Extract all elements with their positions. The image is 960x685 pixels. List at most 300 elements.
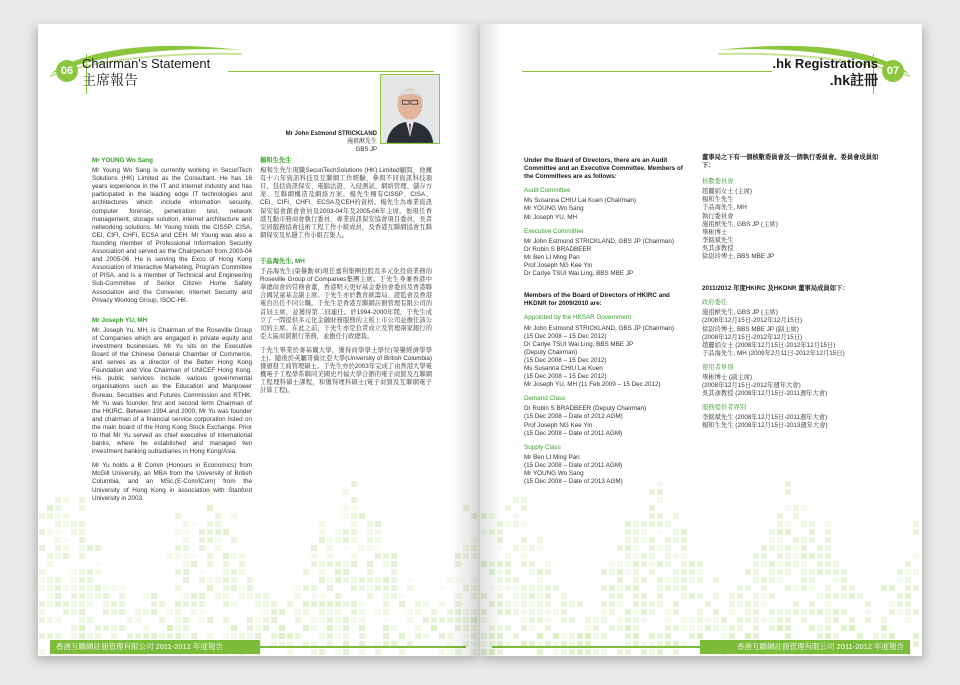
mosaic-tile xyxy=(633,585,639,591)
mosaic-tile xyxy=(55,537,61,543)
mosaic-tile xyxy=(649,601,655,607)
mosaic-tile xyxy=(439,617,445,623)
mosaic-tile xyxy=(785,625,791,631)
mosaic-tile xyxy=(439,585,445,591)
mosaic-tile xyxy=(697,625,703,631)
caption-honours: GBS JP xyxy=(355,147,377,153)
list-item: Prof Joseph NG Kee Yin xyxy=(524,262,593,270)
mosaic-tile xyxy=(857,593,863,599)
mosaic-tile xyxy=(143,625,149,631)
mosaic-tile xyxy=(351,561,357,567)
mosaic-tile xyxy=(665,609,671,615)
mosaic-tile xyxy=(673,625,679,631)
mosaic-tile xyxy=(825,593,831,599)
mosaic-tile xyxy=(103,601,109,607)
mosaic-tile xyxy=(697,577,703,583)
mosaic-tile xyxy=(55,585,61,591)
page-title-zh: .hk註冊 xyxy=(829,72,878,88)
mosaic-tile xyxy=(79,537,85,543)
mosaic-tile xyxy=(505,577,511,583)
mosaic-tile xyxy=(343,617,349,623)
mosaic-tile xyxy=(359,609,365,615)
mosaic-tile xyxy=(849,625,855,631)
mosaic-tile xyxy=(175,545,181,551)
mosaic-tile xyxy=(375,577,381,583)
mosaic-tile xyxy=(231,585,237,591)
mosaic-tile xyxy=(761,561,767,567)
mosaic-tile xyxy=(119,601,125,607)
mosaic-tile xyxy=(351,481,357,487)
mosaic-tile xyxy=(913,521,919,527)
mosaic-tile xyxy=(713,617,719,623)
mosaic-tile xyxy=(585,625,591,631)
mosaic-tile xyxy=(673,577,679,583)
footer-label: 香港互聯網註冊管理有限公司 2011-2012 年度報告 xyxy=(50,640,260,654)
mosaic-tile xyxy=(761,545,767,551)
mosaic-tile xyxy=(777,537,783,543)
audit-committee-title: Audit Committee xyxy=(524,187,571,195)
mosaic-tile xyxy=(753,609,759,615)
mosaic-tile xyxy=(63,513,69,519)
mosaic-tile xyxy=(335,577,341,583)
page-title-zh: 主席報告 xyxy=(82,72,138,88)
mosaic-tile xyxy=(801,617,807,623)
mosaic-tile xyxy=(55,545,61,551)
mosaic-tile xyxy=(865,617,871,623)
mosaic-tile xyxy=(191,593,197,599)
mosaic-tile xyxy=(175,601,181,607)
mosaic-tile xyxy=(327,545,333,551)
mosaic-tile xyxy=(617,601,623,607)
bio-yu-zh: 于品海先生(榮譽勳章)現任嘉利集團控股及多元化投資業務的Roseville Group of Companies集團主席。于先生身兼香港中華總商會的常務會董，香港明天更好基金委員會委員及香港聯合國兒童基金副主席。于先生亦於教育統籌局、證監會及香港電台出任不同公職。于先生是香港互聯網註冊管理有限公司的首屆主席，並獲得第二屆連任。於1994-2000年間，于先生成立了一間提供多元化金融財務服務的主板上市公司並擔任該公司的主席。在此之前，于先生亦是負責成立及管理兩家銀行的亞太區商貿銀行業務，並擔任行政總裁。 xyxy=(260,268,432,340)
mosaic-tile xyxy=(407,617,413,623)
mosaic-tile xyxy=(769,617,775,623)
mosaic-tile xyxy=(215,513,221,519)
mosaic-tile xyxy=(545,601,551,607)
mosaic-tile xyxy=(657,545,663,551)
mosaic-tile xyxy=(95,625,101,631)
mosaic-tile xyxy=(71,577,77,583)
mosaic-tile xyxy=(351,529,357,535)
mosaic-tile xyxy=(825,601,831,607)
mosaic-tile xyxy=(407,585,413,591)
mosaic-tile xyxy=(833,617,839,623)
mosaic-tile xyxy=(777,561,783,567)
director-name-young: Mr YOUNG Wo Sang xyxy=(92,157,153,164)
mosaic-tile xyxy=(311,585,317,591)
list-item: 李銘斌先生 xyxy=(702,236,734,244)
mosaic-tile xyxy=(71,601,77,607)
mosaic-tile xyxy=(657,593,663,599)
mosaic-tile xyxy=(239,593,245,599)
mosaic-tile xyxy=(231,537,237,543)
mosaic-tile xyxy=(95,545,101,551)
mosaic-tile xyxy=(825,569,831,575)
mosaic-tile xyxy=(231,625,237,631)
mosaic-tile xyxy=(825,553,831,559)
committees-intro-zh: 董事局之下有一個核數委員會及一個執行委員會。委員會成員如下： xyxy=(702,154,879,170)
mosaic-tile xyxy=(327,617,333,623)
mosaic-tile xyxy=(79,545,85,551)
list-item: Dr Robin S BRADBEER xyxy=(524,245,592,253)
executive-committee-title-zh: 執行委員會 xyxy=(702,212,734,220)
mosaic-tile xyxy=(897,577,903,583)
mosaic-tile xyxy=(279,609,285,615)
mosaic-tile xyxy=(63,537,69,543)
mosaic-tile xyxy=(319,593,325,599)
mosaic-tile xyxy=(777,569,783,575)
mosaic-tile xyxy=(697,569,703,575)
mosaic-tile xyxy=(833,569,839,575)
mosaic-tile xyxy=(71,569,77,575)
mosaic-tile xyxy=(793,545,799,551)
mosaic-tile xyxy=(55,521,61,527)
mosaic-tile xyxy=(207,537,213,543)
mosaic-tile xyxy=(223,569,229,575)
mosaic-tile xyxy=(761,601,767,607)
mosaic-tile xyxy=(617,569,623,575)
mosaic-tile xyxy=(913,585,919,591)
mosaic-tile xyxy=(641,609,647,615)
mosaic-tile xyxy=(87,593,93,599)
mosaic-tile xyxy=(625,585,631,591)
mosaic-tile xyxy=(521,593,527,599)
footer-rule xyxy=(492,646,712,648)
mosaic-tile xyxy=(697,609,703,615)
mosaic-tile xyxy=(521,617,527,623)
mosaic-tile xyxy=(327,601,333,607)
mosaic-tile xyxy=(159,601,165,607)
mosaic-tile xyxy=(71,593,77,599)
mosaic-tile xyxy=(673,585,679,591)
mosaic-tile xyxy=(681,545,687,551)
mosaic-tile xyxy=(753,601,759,607)
mosaic-tile xyxy=(71,625,77,631)
mosaic-tile xyxy=(207,529,213,535)
mosaic-tile xyxy=(335,617,341,623)
mosaic-tile xyxy=(183,521,189,527)
mosaic-tile xyxy=(311,625,317,631)
list-item: Mr Ben LI Ming Pan xyxy=(524,453,580,461)
mosaic-tile xyxy=(151,593,157,599)
mosaic-tile xyxy=(375,545,381,551)
mosaic-tile xyxy=(905,577,911,583)
mosaic-tile xyxy=(239,561,245,567)
mosaic-tile xyxy=(673,601,679,607)
mosaic-tile xyxy=(207,553,213,559)
mosaic-tile xyxy=(303,625,309,631)
mosaic-tile xyxy=(343,625,349,631)
mosaic-tile xyxy=(343,489,349,495)
mosaic-tile xyxy=(801,505,807,511)
mosaic-tile xyxy=(801,537,807,543)
mosaic-tile xyxy=(673,537,679,543)
mosaic-tile xyxy=(247,617,253,623)
mosaic-tile xyxy=(343,513,349,519)
mosaic-tile xyxy=(617,617,623,623)
mosaic-tile xyxy=(737,625,743,631)
mosaic-tile xyxy=(793,609,799,615)
mosaic-tile xyxy=(537,537,543,543)
left-page xyxy=(38,24,480,656)
list-item: 吳其彥教授 (2008年12月15日-2011週年大會) xyxy=(702,390,828,398)
mosaic-tile xyxy=(913,609,919,615)
mosaic-tile xyxy=(431,609,437,615)
mosaic-tile xyxy=(905,585,911,591)
mosaic-tile xyxy=(617,561,623,567)
mosaic-tile xyxy=(111,609,117,615)
mosaic-tile xyxy=(47,513,53,519)
mosaic-tile xyxy=(311,593,317,599)
mosaic-tile xyxy=(529,601,535,607)
mosaic-tile xyxy=(649,569,655,575)
mosaic-tile xyxy=(537,617,543,623)
mosaic-tile xyxy=(617,625,623,631)
mosaic-tile xyxy=(753,561,759,567)
mosaic-tile xyxy=(39,617,45,623)
mosaic-tile xyxy=(143,609,149,615)
mosaic-tile xyxy=(127,617,133,623)
mosaic-tile xyxy=(753,593,759,599)
mosaic-tile xyxy=(119,625,125,631)
mosaic-tile xyxy=(183,601,189,607)
mosaic-tile xyxy=(777,617,783,623)
mosaic-tile xyxy=(633,529,639,535)
mosaic-tile xyxy=(609,593,615,599)
mosaic-tile xyxy=(689,569,695,575)
director-name-yu-zh: 于品海先生, MH xyxy=(260,257,305,265)
mosaic-tile xyxy=(665,577,671,583)
mosaic-tile xyxy=(681,553,687,559)
mosaic-tile xyxy=(175,585,181,591)
mosaic-tile xyxy=(841,625,847,631)
mosaic-tile xyxy=(303,585,309,591)
mosaic-tile xyxy=(223,577,229,583)
mosaic-tile xyxy=(769,625,775,631)
mosaic-tile xyxy=(801,609,807,615)
mosaic-tile xyxy=(343,545,349,551)
mosaic-tile xyxy=(673,529,679,535)
mosaic-tile xyxy=(665,625,671,631)
mosaic-tile xyxy=(271,617,277,623)
mosaic-tile xyxy=(167,609,173,615)
mosaic-tile xyxy=(175,569,181,575)
mosaic-tile xyxy=(809,609,815,615)
mosaic-tile xyxy=(367,521,373,527)
government-appointees-list-zh xyxy=(702,309,882,358)
mosaic-tile xyxy=(103,625,109,631)
list-item: Ms Susanna CHIU Lai Kuen xyxy=(524,364,603,372)
supply-class-list xyxy=(524,454,689,486)
mosaic-tile xyxy=(359,577,365,583)
mosaic-tile xyxy=(375,537,381,543)
mosaic-tile xyxy=(809,577,815,583)
mosaic-tile xyxy=(657,561,663,567)
mosaic-tile xyxy=(657,497,663,503)
demand-class-title: Demand Class xyxy=(524,395,566,403)
mosaic-tile xyxy=(505,521,511,527)
mosaic-tile xyxy=(649,521,655,527)
mosaic-tile xyxy=(841,585,847,591)
mosaic-tile xyxy=(689,577,695,583)
mosaic-tile xyxy=(351,609,357,615)
audit-committee-title-zh: 核數委員會 xyxy=(702,178,734,186)
mosaic-tile xyxy=(223,529,229,535)
mosaic-tile xyxy=(753,569,759,575)
mosaic-tile xyxy=(231,513,237,519)
mosaic-tile xyxy=(529,609,535,615)
mosaic-tile xyxy=(801,569,807,575)
mosaic-tile xyxy=(561,617,567,623)
mosaic-tile xyxy=(681,537,687,543)
mosaic-tile xyxy=(79,553,85,559)
mosaic-tile xyxy=(681,529,687,535)
mosaic-tile xyxy=(87,569,93,575)
mosaic-tile xyxy=(609,609,615,615)
mosaic-tile xyxy=(521,561,527,567)
mosaic-tile xyxy=(383,593,389,599)
mosaic-tile xyxy=(183,577,189,583)
mosaic-tile xyxy=(889,585,895,591)
mosaic-tile xyxy=(633,553,639,559)
mosaic-tile xyxy=(529,585,535,591)
mosaic-tile xyxy=(681,561,687,567)
mosaic-tile xyxy=(673,609,679,615)
mosaic-tile xyxy=(745,601,751,607)
mosaic-tile xyxy=(47,585,53,591)
mosaic-tile xyxy=(633,561,639,567)
mosaic-tile xyxy=(809,625,815,631)
mosaic-tile xyxy=(905,569,911,575)
mosaic-tile xyxy=(359,585,365,591)
mosaic-tile xyxy=(633,569,639,575)
mosaic-tile xyxy=(183,545,189,551)
mosaic-tile xyxy=(351,577,357,583)
bio-young: Mr Young Wo Sang is currently working in SecuriTech Solutions (HK) Limited as the Consultant. He has 16 years experience in the IT and Internet industry and has participated in the leading edge IT technologies and architectures which include information security, computer forensic, penetration test, network management, storage solution, internet architecture and networking solutions. Mr Young holds the CISSP, CISA, CEI, CIFI, CHFI, ECSA and CEH. Mr Young was also a founding member of Professional Information Security Association and served as the Chairperson from 2003-04 and 2005-06. He is serving the Exco of Hong Kong Association of Interactive Marketing, Program Committee of PISA, and is a member of Technical and Engineering Sub-Committee of Senior Citizen Home Safety Association and the Convener, Internet Security and Privacy Working Group, ISOC-HK. xyxy=(92,167,252,304)
mosaic-tile xyxy=(505,625,511,631)
director-name-young-zh: 楊和生先生 xyxy=(260,157,292,164)
mosaic-tile xyxy=(777,553,783,559)
mosaic-tile xyxy=(79,585,85,591)
mosaic-tile xyxy=(561,609,567,615)
mosaic-tile xyxy=(545,585,551,591)
mosaic-tile xyxy=(207,577,213,583)
mosaic-tile xyxy=(641,593,647,599)
mosaic-tile xyxy=(521,553,527,559)
mosaic-tile xyxy=(521,521,527,527)
mosaic-tile xyxy=(617,545,623,551)
mosaic-tile xyxy=(79,625,85,631)
mosaic-tile xyxy=(657,513,663,519)
mosaic-tile xyxy=(231,577,237,583)
mosaic-tile xyxy=(601,569,607,575)
list-item: Mr Joseph YU, MH xyxy=(524,213,578,221)
mosaic-tile xyxy=(263,617,269,623)
mosaic-tile xyxy=(793,561,799,567)
mosaic-tile xyxy=(729,601,735,607)
mosaic-tile xyxy=(561,601,567,607)
mosaic-tile xyxy=(47,577,53,583)
mosaic-tile xyxy=(769,577,775,583)
board-intro-zh: 2011/2012 年度HKIRC 及HKDNR 董事局成員如下： xyxy=(702,285,849,293)
mosaic-tile xyxy=(263,625,269,631)
mosaic-tile xyxy=(689,561,695,567)
mosaic-tile xyxy=(183,617,189,623)
mosaic-tile xyxy=(303,609,309,615)
mosaic-tile xyxy=(39,585,45,591)
mosaic-tile xyxy=(817,625,823,631)
mosaic-tile xyxy=(343,577,349,583)
mosaic-tile xyxy=(529,625,535,631)
mosaic-tile xyxy=(521,625,527,631)
mosaic-tile xyxy=(801,521,807,527)
mosaic-tile xyxy=(753,577,759,583)
mosaic-tile xyxy=(513,521,519,527)
mosaic-tile xyxy=(625,521,631,527)
mosaic-tile xyxy=(95,585,101,591)
mosaic-tile xyxy=(785,529,791,535)
mosaic-tile xyxy=(223,617,229,623)
mosaic-tile xyxy=(745,569,751,575)
mosaic-tile xyxy=(785,545,791,551)
mosaic-tile xyxy=(689,625,695,631)
mosaic-tile xyxy=(625,553,631,559)
mosaic-tile xyxy=(287,601,293,607)
mosaic-tile xyxy=(905,609,911,615)
mosaic-tile xyxy=(367,593,373,599)
mosaic-tile xyxy=(215,545,221,551)
mosaic-tile xyxy=(63,521,69,527)
mosaic-tile xyxy=(617,577,623,583)
mosaic-tile xyxy=(79,505,85,511)
mosaic-tile xyxy=(359,601,365,607)
demand-class-list xyxy=(524,405,689,437)
mosaic-tile xyxy=(351,601,357,607)
mosaic-tile xyxy=(633,625,639,631)
mosaic-tile xyxy=(665,561,671,567)
mosaic-tile xyxy=(785,561,791,567)
mosaic-tile xyxy=(721,625,727,631)
mosaic-tile xyxy=(47,617,53,623)
executive-committee-title: Executive Committee xyxy=(524,227,584,235)
mosaic-tile xyxy=(55,593,61,599)
mosaic-tile xyxy=(359,513,365,519)
mosaic-tile xyxy=(295,617,301,623)
mosaic-tile xyxy=(545,617,551,623)
mosaic-tile xyxy=(785,489,791,495)
list-item: 施祖猷先生, GBS JP (主席) xyxy=(702,220,778,228)
mosaic-tile xyxy=(737,585,743,591)
mosaic-tile xyxy=(71,609,77,615)
mosaic-tile xyxy=(505,505,511,511)
mosaic-tile xyxy=(183,561,189,567)
mosaic-tile xyxy=(705,617,711,623)
mosaic-tile xyxy=(79,609,85,615)
mosaic-tile xyxy=(601,585,607,591)
mosaic-tile xyxy=(423,617,429,623)
mosaic-tile xyxy=(175,625,181,631)
bio-young-zh: 楊和生先生現職SecuriTechSolutions (HK) Limited顧問，他擁有十六年資訊科技及互聯網工作經驗，參與不同資訊科技項目，包括資訊保安、電腦法證、入侵測試、網絡管理、儲存方案、互聯網構造及網絡方案。楊先生擁有CISSP、CISA、CEI、CIFI、CHFI、ECSA及CEH的資格。楊先生為專業資訊保安協會創會會員及2003-04年及2005-06年主席。他現任香港互動市務商會執行委員、專業資訊保安協會項目委員，長者安居服務協會技術工程工作小組成員，及香港互聯網協會互聯網保安及私隱工作小組召集人。 xyxy=(260,167,432,239)
list-item: Mr Joseph YU, MH (11 Feb 2009 – 15 Dec 2012) xyxy=(524,381,661,389)
mosaic-tile xyxy=(391,577,397,583)
mosaic-tile xyxy=(311,545,317,551)
mosaic-tile xyxy=(47,553,53,559)
mosaic-tile xyxy=(665,545,671,551)
mosaic-tile xyxy=(151,601,157,607)
mosaic-tile xyxy=(777,513,783,519)
mosaic-tile xyxy=(633,577,639,583)
mosaic-tile xyxy=(737,593,743,599)
